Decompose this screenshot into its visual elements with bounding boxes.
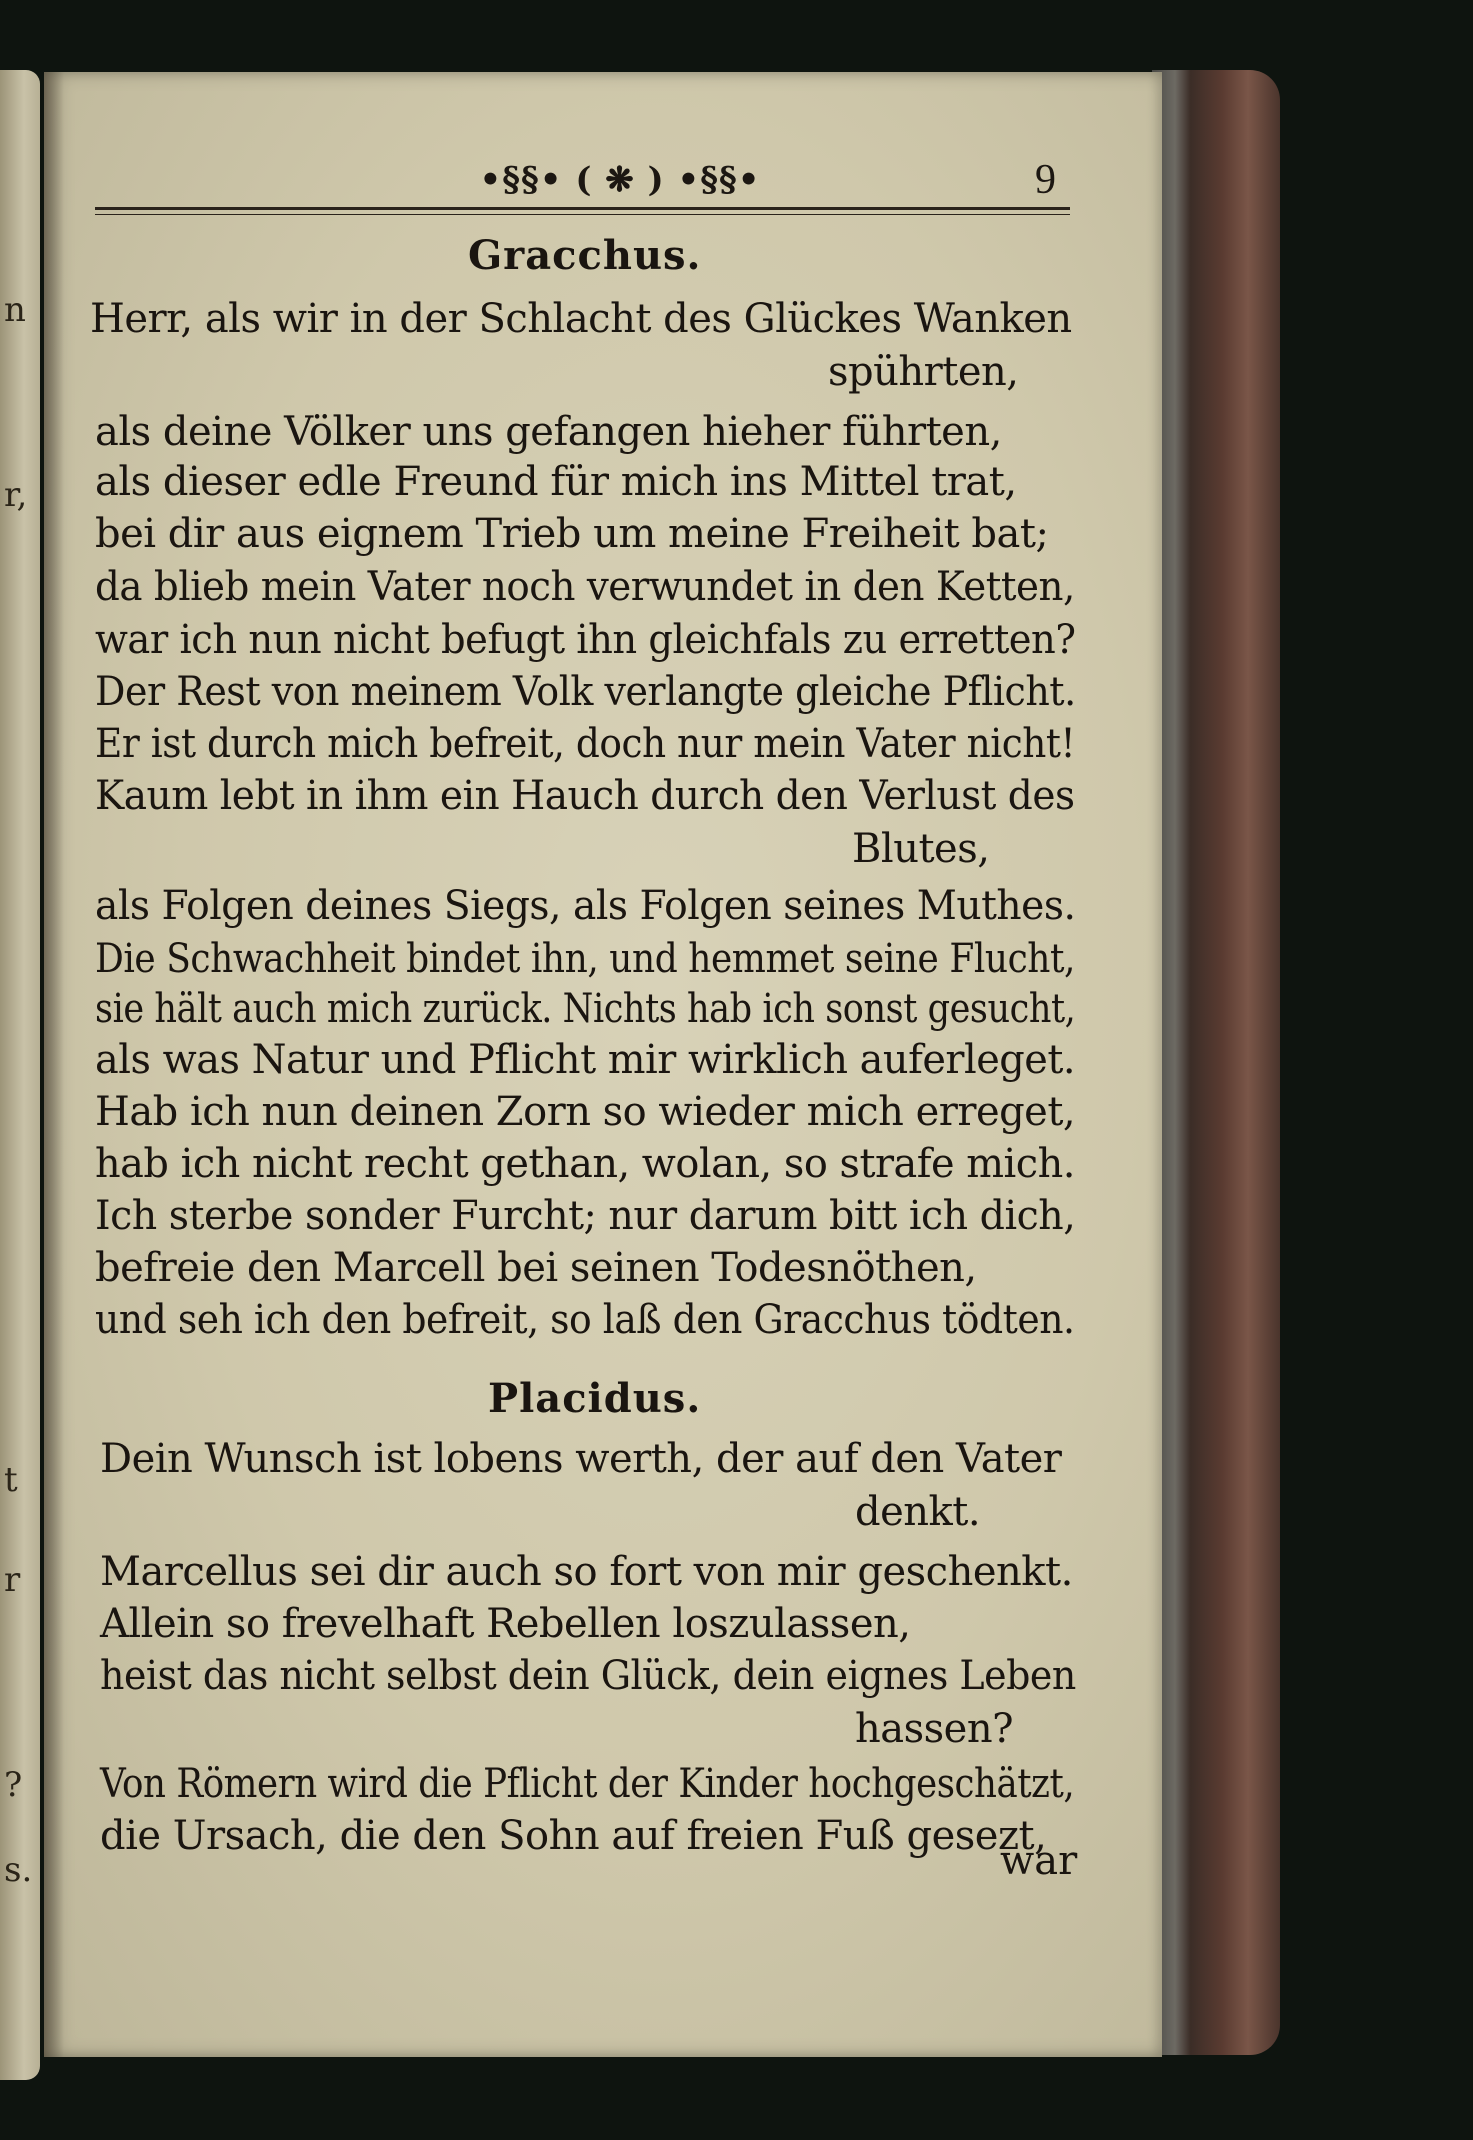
verse-line: befreie den Marcell bei seinen Todesnöthen, <box>95 1245 977 1291</box>
verse-line: als Folgen deines Siegs, als Folgen seines Muthes. <box>95 883 1076 929</box>
verse-line-continuation: spührten, <box>828 349 1019 395</box>
verse-line: und seh ich den befreit, so laß den Gracchus tödten. <box>95 1297 1075 1343</box>
verse-line: als dieser edle Freund für mich ins Mittel trat, <box>95 459 1017 505</box>
verse-line: als was Natur und Pflicht mir wirklich auferleget. <box>95 1037 1076 1083</box>
speaker-name: Gracchus. <box>468 232 702 279</box>
verse-line: Die Schwachheit bindet ihn, und hemmet seine Flucht, <box>95 936 1075 982</box>
verse-line: die Ursach, die den Sohn auf freien Fuß gesezt, <box>100 1813 1047 1859</box>
verse-line: Hab ich nun deinen Zorn so wieder mich erreget, <box>95 1089 1076 1135</box>
verse-line: sie hält auch mich zurück. Nichts hab ich sonst gesucht, <box>95 986 1076 1032</box>
previous-page-text-fragments <box>0 0 40 2140</box>
verse-line: Von Römern wird die Pflicht der Kinder hochgeschätzt, <box>100 1761 1075 1807</box>
verse-line: hab ich nicht recht gethan, wolan, so strafe mich. <box>95 1141 1075 1187</box>
fragment: s. <box>4 1850 33 1890</box>
verse-line: Herr, als wir in der Schlacht des Glückes Wanken <box>90 296 1072 342</box>
verse-line-continuation: Blutes, <box>852 826 990 872</box>
header-rule <box>95 207 1070 210</box>
verse-line: Dein Wunsch ist lobens werth, der auf den Vater <box>100 1436 1062 1482</box>
gutter-shadow <box>44 72 64 2057</box>
verse-line: als deine Völker uns gefangen hieher führten, <box>95 409 1002 455</box>
book-fore-edge <box>1152 70 1280 2055</box>
verse-line: Kaum lebt in ihm ein Hauch durch den Verlust des <box>95 773 1075 819</box>
verse-line-continuation: denkt. <box>855 1489 981 1535</box>
verse-line: Der Rest von meinem Volk verlangte gleiche Pflicht. <box>95 669 1076 715</box>
fragment: n <box>4 290 26 330</box>
header-rule-thin <box>95 214 1070 215</box>
verse-line: da blieb mein Vater noch verwundet in den Ketten, <box>95 564 1075 610</box>
verse-line: Marcellus sei dir auch so fort von mir geschenkt. <box>100 1549 1073 1595</box>
verse-line: bei dir aus eignem Trieb um meine Freiheit bat; <box>95 511 1049 557</box>
fragment: r, <box>4 475 28 515</box>
verse-line: Allein so frevelhaft Rebellen loszulassen, <box>100 1601 911 1647</box>
running-header <box>95 157 1070 210</box>
verse-line-continuation: hassen? <box>855 1706 1014 1752</box>
fragment: t <box>4 1460 18 1500</box>
verse-line: Ich sterbe sonder Furcht; nur darum bitt ich dich, <box>95 1193 1076 1239</box>
verse-line: war ich nun nicht befugt ihn gleichfals zu erretten? <box>95 617 1076 663</box>
verse-line: heist das nicht selbst dein Glück, dein eignes Leben <box>100 1653 1076 1699</box>
fragment: ? <box>4 1765 23 1805</box>
catchword: war <box>1000 1838 1078 1884</box>
speaker-name: Placidus. <box>488 1375 702 1422</box>
verse-line: Er ist durch mich befreit, doch nur mein Vater nicht! <box>95 721 1076 767</box>
fragment: r <box>4 1560 21 1600</box>
page-number: 9 <box>1035 157 1056 203</box>
header-ornament: •§§• ( ❋ ) •§§• <box>479 160 761 200</box>
